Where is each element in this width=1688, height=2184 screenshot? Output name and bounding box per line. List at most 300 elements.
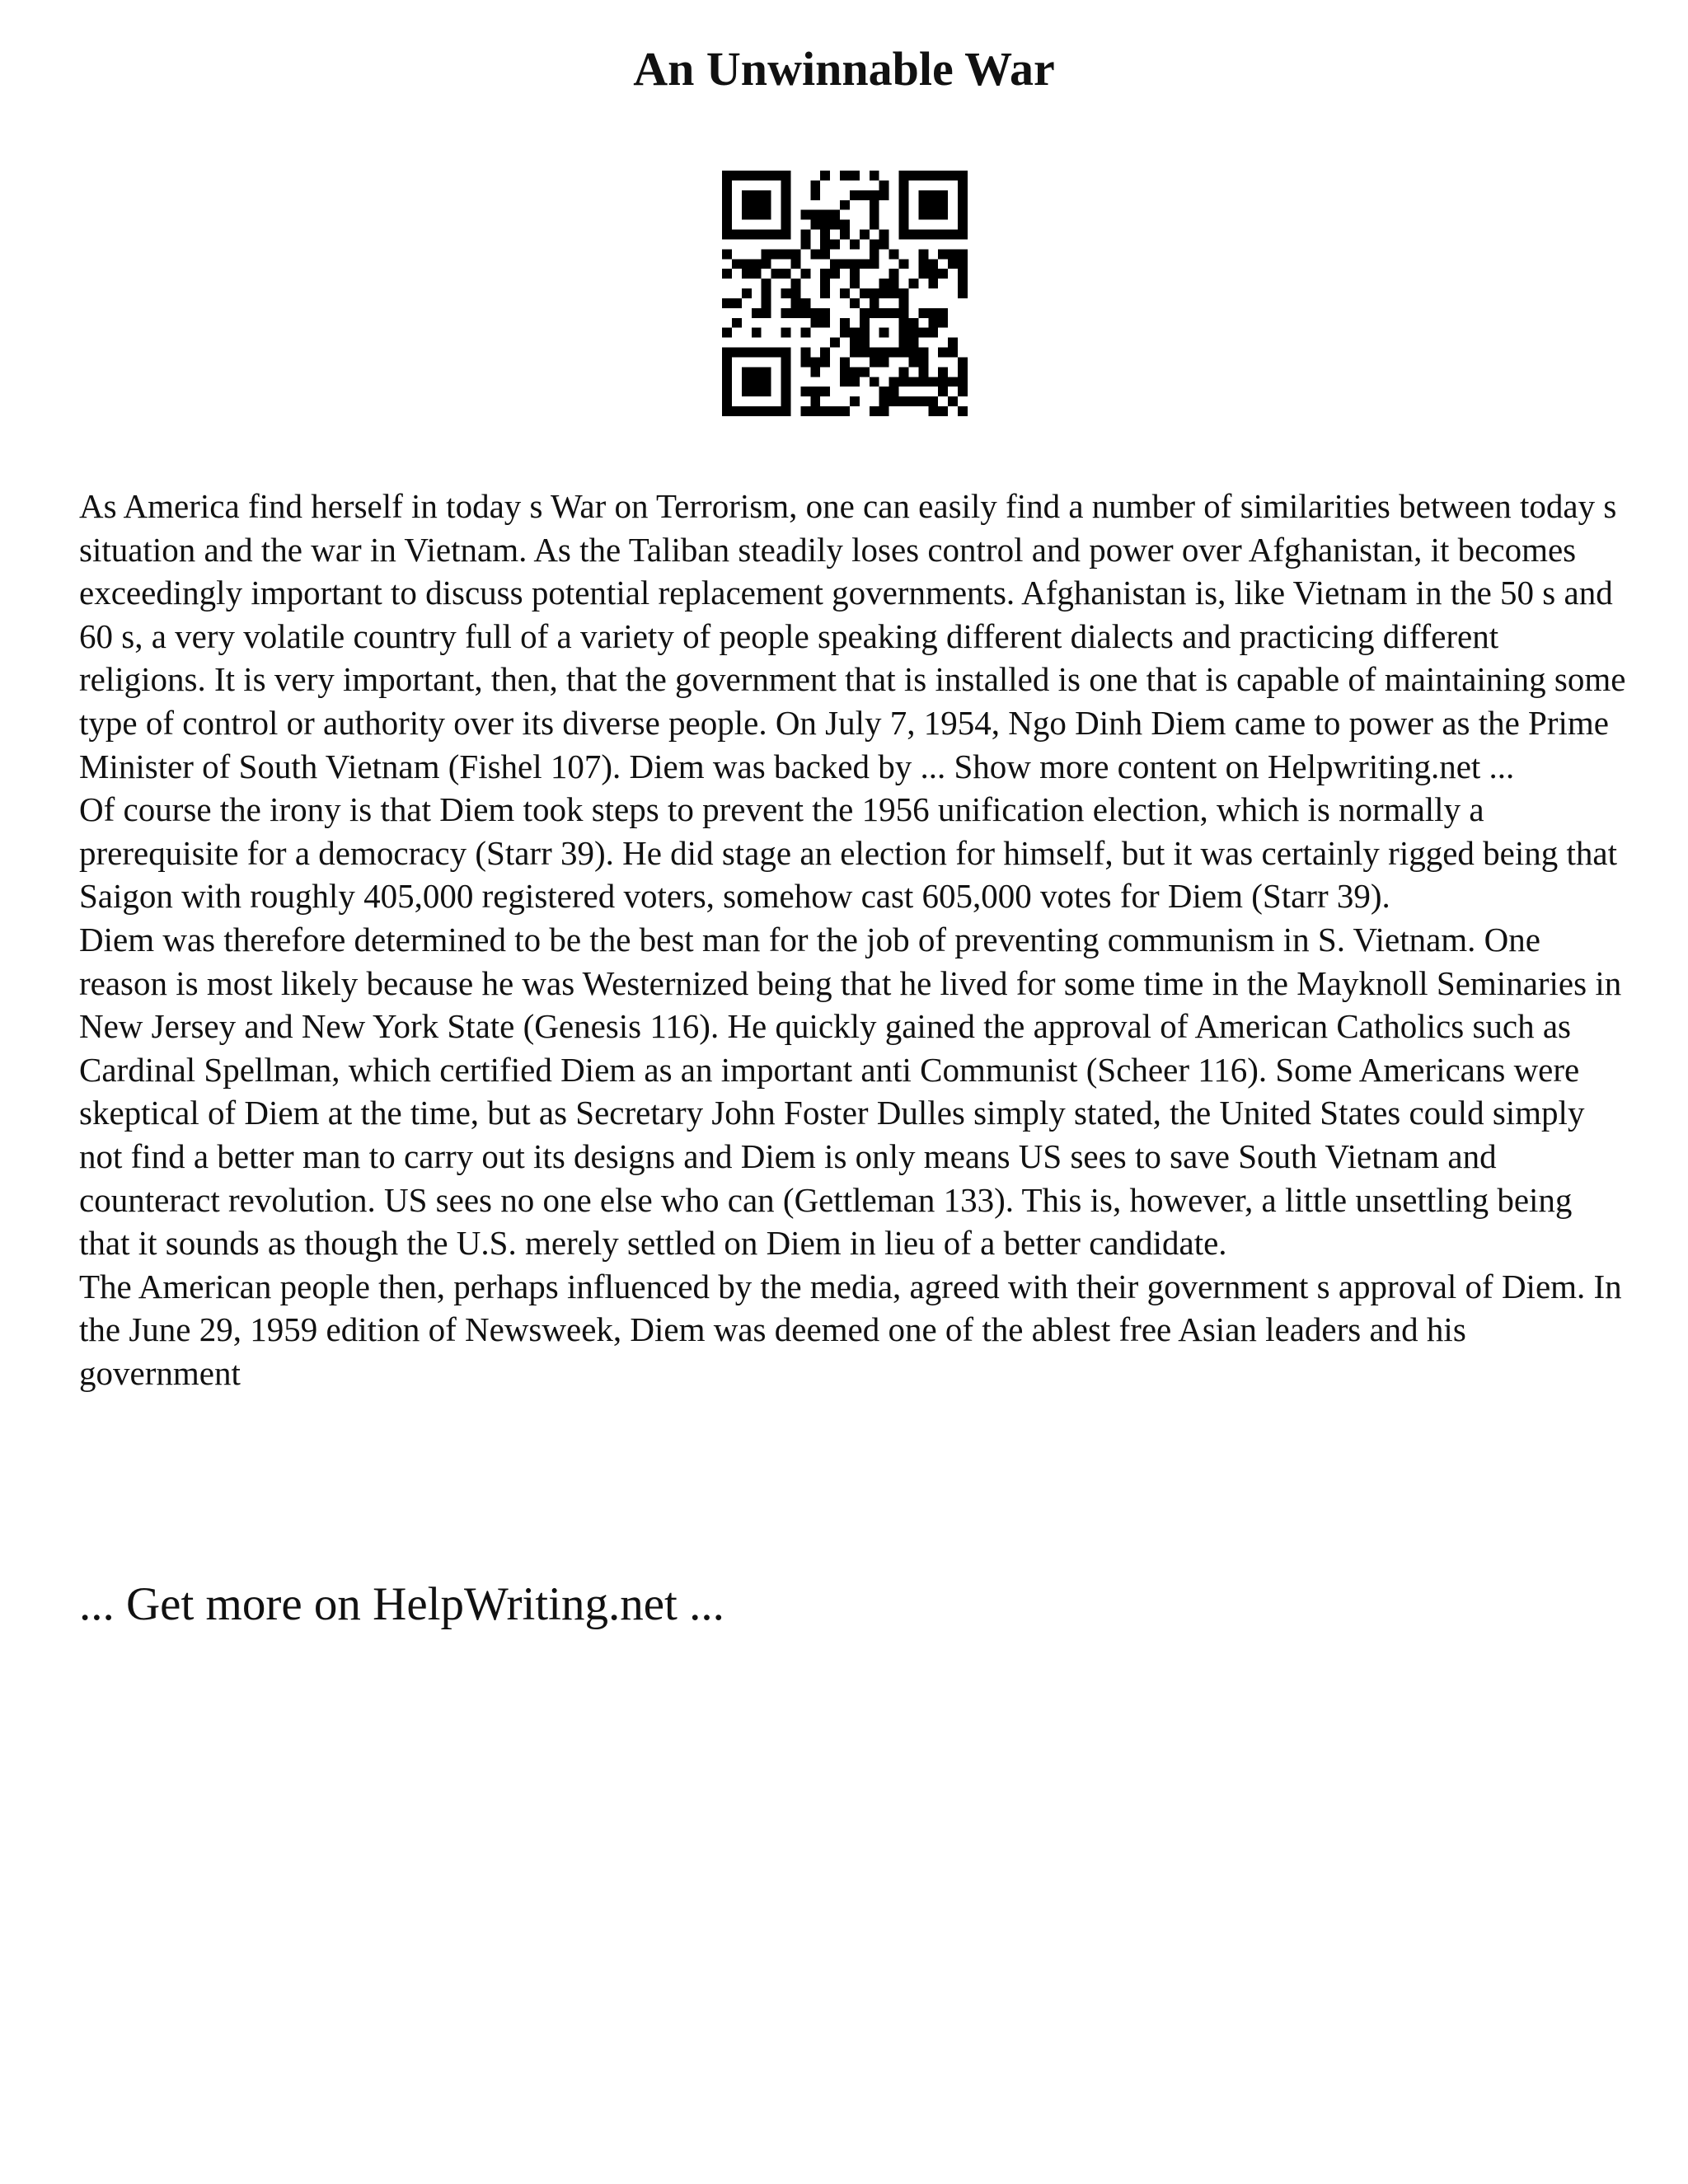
qr-module bbox=[908, 348, 918, 358]
qr-module bbox=[860, 259, 870, 269]
qr-module bbox=[899, 396, 909, 406]
qr-module bbox=[958, 249, 968, 259]
qr-module bbox=[958, 367, 968, 377]
qr-module bbox=[722, 190, 732, 200]
qr-module bbox=[800, 298, 810, 308]
qr-module bbox=[928, 406, 938, 416]
qr-module bbox=[860, 348, 870, 358]
qr-module bbox=[820, 210, 830, 220]
qr-module bbox=[889, 288, 899, 298]
qr-module bbox=[889, 249, 899, 259]
qr-module bbox=[840, 288, 850, 298]
paragraph: As America find herself in today s War on Terrorism, one can easily find a number of similarities between today s situation and the war in Vietnam. As the Taliban steadily loses control and power over Afghanistan, it becomes exceedingly important to discuss potential replacement governments. Afghanistan is, like Vietnam in the 50 s and 60 s, a very volatile country full of a variety of people speaking different dialects and practicing different religions. It is very important, then, that the government that is installed is one that is capable of maintaining some type of control or authority over its diverse people. On July 7, 1954, Ngo Dinh Diem came to power as the Prime Minister of South Vietnam (Fishel 107). Diem was backed by ... Show more content on Helpwriting.net ... bbox=[79, 487, 1626, 785]
qr-module bbox=[732, 259, 742, 269]
qr-module bbox=[850, 171, 860, 180]
qr-module bbox=[762, 308, 771, 318]
qr-module bbox=[810, 406, 820, 416]
qr-module bbox=[850, 338, 860, 348]
qr-module bbox=[850, 259, 860, 269]
qr-module bbox=[958, 279, 968, 288]
qr-module bbox=[958, 357, 968, 367]
qr-module bbox=[918, 171, 928, 180]
qr-module bbox=[928, 259, 938, 269]
qr-module bbox=[899, 338, 909, 348]
qr-module bbox=[870, 348, 879, 358]
qr-module bbox=[800, 357, 810, 367]
qr-module bbox=[850, 269, 860, 279]
qr-module bbox=[781, 367, 791, 377]
qr-module bbox=[958, 259, 968, 269]
qr-module bbox=[928, 230, 938, 240]
qr-module bbox=[870, 239, 879, 249]
qr-module bbox=[742, 230, 752, 240]
qr-module bbox=[742, 377, 752, 387]
qr-module bbox=[722, 406, 732, 416]
qr-module bbox=[958, 288, 968, 298]
qr-module bbox=[870, 288, 879, 298]
qr-module bbox=[732, 298, 742, 308]
qr-module bbox=[899, 298, 909, 308]
qr-module bbox=[840, 318, 850, 328]
qr-module bbox=[752, 387, 762, 396]
qr-module bbox=[722, 377, 732, 387]
qr-module bbox=[781, 200, 791, 210]
qr-module bbox=[918, 377, 928, 387]
qr-module bbox=[928, 200, 938, 210]
qr-module bbox=[860, 338, 870, 348]
qr-module bbox=[732, 348, 742, 358]
qr-module bbox=[732, 171, 742, 180]
qr-module bbox=[781, 406, 791, 416]
qr-module bbox=[762, 259, 771, 269]
qr-module bbox=[781, 190, 791, 200]
qr-module bbox=[879, 230, 889, 240]
qr-module bbox=[908, 377, 918, 387]
qr-module bbox=[742, 210, 752, 220]
qr-module bbox=[938, 249, 948, 259]
qr-module bbox=[742, 367, 752, 377]
qr-module bbox=[752, 171, 762, 180]
qr-module bbox=[790, 298, 800, 308]
qr-module bbox=[830, 220, 840, 230]
qr-module bbox=[781, 387, 791, 396]
qr-module bbox=[860, 367, 870, 377]
qr-module bbox=[781, 220, 791, 230]
qr-module bbox=[752, 190, 762, 200]
qr-module bbox=[889, 377, 899, 387]
qr-module bbox=[790, 288, 800, 298]
qr-module bbox=[800, 210, 810, 220]
qr-module bbox=[820, 171, 830, 180]
qr-module bbox=[938, 308, 948, 318]
qr-module bbox=[870, 308, 879, 318]
qr-module bbox=[781, 328, 791, 338]
qr-module bbox=[830, 269, 840, 279]
qr-module bbox=[762, 230, 771, 240]
qr-module bbox=[790, 249, 800, 259]
qr-module bbox=[889, 269, 899, 279]
qr-module bbox=[810, 220, 820, 230]
qr-module bbox=[810, 249, 820, 259]
qr-module bbox=[918, 210, 928, 220]
get-more-link[interactable]: ... Get more on HelpWriting.net ... bbox=[79, 1578, 724, 1630]
qr-module bbox=[918, 230, 928, 240]
qr-module bbox=[889, 348, 899, 358]
qr-module bbox=[918, 200, 928, 210]
qr-module bbox=[860, 190, 870, 200]
qr-module bbox=[879, 406, 889, 416]
qr-module bbox=[860, 230, 870, 240]
qr-module bbox=[918, 328, 928, 338]
qr-module bbox=[918, 190, 928, 200]
qr-module bbox=[820, 220, 830, 230]
qr-module bbox=[820, 279, 830, 288]
qr-module bbox=[752, 230, 762, 240]
qr-module bbox=[908, 328, 918, 338]
qr-module bbox=[879, 328, 889, 338]
qr-module bbox=[722, 269, 732, 279]
qr-module bbox=[722, 171, 732, 180]
qr-module bbox=[722, 367, 732, 377]
qr-module bbox=[800, 406, 810, 416]
qr-module bbox=[958, 387, 968, 396]
qr-module bbox=[781, 230, 791, 240]
qr-module bbox=[928, 171, 938, 180]
qr-module bbox=[899, 259, 909, 269]
qr-module bbox=[870, 190, 879, 200]
qr-module bbox=[899, 190, 909, 200]
qr-module bbox=[781, 377, 791, 387]
paragraph: Diem was therefore determined to be the best man for the job of preventing communism in S. Vietnam. One reason is most likely because he was Westernized being that he lived for some time in the Mayknoll Seminaries in New Jersey and New York State (Genesis 116). He quickly gained the approval of American Catholics such as Cardinal Spellman, which certified Diem as an important anti Communist (Scheer 116). Some Americans were skeptical of Diem at the time, but as Secretary John Foster Dulles simply stated, the United States could simply not find a better man to carry out its designs and Diem is only means US sees to save South Vietnam and counteract revolution. US sees no one else who can (Gettleman 133). This is, however, a little unsettling being that it sounds as though the U.S. merely settled on Diem in lieu of a better candidate. bbox=[79, 920, 1622, 1263]
qr-module bbox=[928, 318, 938, 328]
qr-module bbox=[742, 171, 752, 180]
qr-module bbox=[899, 220, 909, 230]
qr-module bbox=[948, 259, 958, 269]
qr-module bbox=[781, 249, 791, 259]
qr-module bbox=[752, 269, 762, 279]
qr-module bbox=[722, 348, 732, 358]
qr-module bbox=[879, 387, 889, 396]
qr-module bbox=[879, 239, 889, 249]
qr-code-icon bbox=[722, 171, 968, 416]
qr-module bbox=[742, 406, 752, 416]
qr-module bbox=[722, 396, 732, 406]
qr-module bbox=[889, 387, 899, 396]
qr-module bbox=[948, 377, 958, 387]
qr-module bbox=[810, 180, 820, 190]
qr-module bbox=[810, 210, 820, 220]
qr-module bbox=[781, 348, 791, 358]
qr-module bbox=[918, 357, 928, 367]
qr-module bbox=[742, 387, 752, 396]
qr-module bbox=[899, 367, 909, 377]
qr-module bbox=[899, 318, 909, 328]
qr-module bbox=[762, 279, 771, 288]
qr-module bbox=[850, 328, 860, 338]
qr-module bbox=[908, 396, 918, 406]
qr-module bbox=[800, 230, 810, 240]
qr-module bbox=[850, 298, 860, 308]
qr-module bbox=[781, 288, 791, 298]
qr-module bbox=[820, 406, 830, 416]
qr-module bbox=[870, 220, 879, 230]
qr-module bbox=[948, 171, 958, 180]
qr-module bbox=[722, 210, 732, 220]
qr-module bbox=[899, 328, 909, 338]
qr-module bbox=[879, 190, 889, 200]
qr-module bbox=[752, 406, 762, 416]
qr-module bbox=[948, 249, 958, 259]
qr-module bbox=[790, 279, 800, 288]
qr-module bbox=[742, 269, 752, 279]
qr-module bbox=[830, 406, 840, 416]
qr-module bbox=[928, 210, 938, 220]
page-title: An Unwinnable War bbox=[633, 42, 1055, 96]
article-body bbox=[79, 485, 1629, 1394]
qr-module bbox=[742, 200, 752, 210]
qr-module bbox=[840, 357, 850, 367]
qr-module bbox=[938, 387, 948, 396]
qr-module bbox=[771, 348, 781, 358]
qr-module bbox=[840, 367, 850, 377]
qr-module bbox=[810, 308, 820, 318]
qr-module bbox=[860, 288, 870, 298]
qr-module bbox=[722, 180, 732, 190]
qr-module bbox=[762, 249, 771, 259]
qr-module bbox=[918, 396, 928, 406]
qr-module bbox=[762, 406, 771, 416]
qr-module bbox=[800, 387, 810, 396]
qr-module bbox=[879, 180, 889, 190]
qr-module bbox=[918, 269, 928, 279]
qr-module bbox=[918, 348, 928, 358]
qr-module bbox=[850, 367, 860, 377]
qr-module bbox=[732, 406, 742, 416]
qr-module bbox=[850, 396, 860, 406]
qr-module bbox=[899, 348, 909, 358]
qr-module bbox=[722, 249, 732, 259]
qr-module bbox=[762, 200, 771, 210]
qr-module bbox=[781, 396, 791, 406]
qr-module bbox=[870, 298, 879, 308]
qr-module bbox=[938, 406, 948, 416]
qr-module bbox=[830, 239, 840, 249]
qr-module bbox=[771, 249, 781, 259]
qr-module bbox=[879, 357, 889, 367]
qr-module bbox=[742, 190, 752, 200]
qr-module bbox=[820, 249, 830, 259]
qr-module bbox=[938, 269, 948, 279]
qr-module bbox=[722, 387, 732, 396]
qr-module bbox=[820, 288, 830, 298]
qr-module bbox=[899, 308, 909, 318]
qr-module bbox=[790, 308, 800, 318]
qr-module bbox=[870, 377, 879, 387]
qr-module bbox=[752, 259, 762, 269]
qr-module bbox=[800, 348, 810, 358]
qr-module bbox=[752, 348, 762, 358]
qr-module bbox=[762, 171, 771, 180]
qr-module bbox=[958, 230, 968, 240]
qr-module bbox=[830, 338, 840, 348]
qr-module bbox=[908, 357, 918, 367]
qr-module bbox=[958, 210, 968, 220]
qr-module bbox=[722, 328, 732, 338]
qr-module bbox=[820, 387, 830, 396]
qr-module bbox=[752, 367, 762, 377]
qr-module bbox=[742, 348, 752, 358]
qr-module bbox=[918, 259, 928, 269]
qr-module bbox=[899, 200, 909, 210]
qr-module bbox=[938, 230, 948, 240]
qr-module bbox=[810, 387, 820, 396]
qr-module bbox=[938, 377, 948, 387]
qr-module bbox=[928, 396, 938, 406]
qr-module bbox=[722, 357, 732, 367]
qr-module bbox=[771, 230, 781, 240]
qr-module bbox=[790, 259, 800, 269]
qr-module bbox=[958, 200, 968, 210]
qr-module bbox=[762, 210, 771, 220]
qr-module bbox=[938, 367, 948, 377]
qr-module bbox=[781, 357, 791, 367]
qr-module bbox=[870, 357, 879, 367]
qr-module bbox=[810, 318, 820, 328]
qr-module bbox=[840, 328, 850, 338]
qr-module bbox=[928, 269, 938, 279]
qr-module bbox=[820, 348, 830, 358]
qr-module bbox=[899, 377, 909, 387]
qr-module bbox=[752, 200, 762, 210]
qr-module bbox=[850, 279, 860, 288]
qr-module bbox=[908, 338, 918, 348]
qr-module bbox=[948, 396, 958, 406]
qr-module bbox=[840, 171, 850, 180]
qr-module bbox=[889, 308, 899, 318]
qr-module bbox=[800, 239, 810, 249]
qr-module bbox=[899, 180, 909, 190]
qr-module bbox=[722, 230, 732, 240]
qr-module bbox=[820, 308, 830, 318]
qr-module bbox=[820, 357, 830, 367]
qr-module bbox=[771, 406, 781, 416]
qr-module bbox=[722, 298, 732, 308]
qr-module bbox=[870, 200, 879, 210]
qr-module bbox=[918, 367, 928, 377]
qr-module bbox=[781, 269, 791, 279]
qr-module bbox=[840, 220, 850, 230]
qr-module bbox=[958, 220, 968, 230]
qr-module bbox=[879, 288, 889, 298]
qr-module bbox=[781, 308, 791, 318]
qr-module bbox=[762, 298, 771, 308]
qr-module bbox=[752, 210, 762, 220]
qr-module bbox=[948, 338, 958, 348]
qr-module bbox=[762, 348, 771, 358]
qr-module bbox=[781, 171, 791, 180]
qr-module bbox=[771, 171, 781, 180]
qr-module bbox=[800, 308, 810, 318]
qr-module bbox=[732, 318, 742, 328]
qr-module bbox=[800, 328, 810, 338]
qr-module bbox=[840, 377, 850, 387]
qr-module bbox=[762, 377, 771, 387]
qr-module bbox=[938, 210, 948, 220]
qr-module bbox=[908, 171, 918, 180]
qr-module bbox=[908, 318, 918, 328]
qr-module bbox=[810, 190, 820, 200]
qr-module bbox=[889, 396, 899, 406]
qr-module bbox=[928, 308, 938, 318]
qr-module bbox=[742, 288, 752, 298]
qr-module bbox=[948, 230, 958, 240]
qr-module bbox=[958, 180, 968, 190]
qr-module bbox=[860, 308, 870, 318]
qr-module bbox=[840, 259, 850, 269]
qr-module bbox=[918, 308, 928, 318]
qr-module bbox=[889, 279, 899, 288]
qr-module bbox=[762, 387, 771, 396]
qr-module bbox=[938, 200, 948, 210]
qr-module bbox=[810, 357, 820, 367]
qr-module bbox=[870, 259, 879, 269]
qr-module bbox=[938, 190, 948, 200]
qr-module bbox=[840, 406, 850, 416]
qr-module bbox=[938, 318, 948, 328]
qr-module bbox=[870, 171, 879, 180]
paragraph: The American people then, perhaps influenced by the media, agreed with their government s approval of Diem. In the June 29, 1959 edition of Newsweek, Diem was deemed one of the ablest free Asian leaders and his government bbox=[79, 1267, 1622, 1392]
qr-module bbox=[850, 377, 860, 387]
qr-module bbox=[879, 308, 889, 318]
qr-module bbox=[762, 367, 771, 377]
qr-module bbox=[958, 190, 968, 200]
qr-module bbox=[752, 328, 762, 338]
qr-module bbox=[722, 200, 732, 210]
qr-module bbox=[810, 396, 820, 406]
qr-module bbox=[830, 259, 840, 269]
qr-module bbox=[820, 318, 830, 328]
qr-module bbox=[928, 377, 938, 387]
qr-module bbox=[860, 318, 870, 328]
paragraph: Of course the irony is that Diem took steps to prevent the 1956 unification election, which is normally a prerequisite for a democracy (Starr 39). He did stage an election for himself, but it was certainly rigged being that Saigon with roughly 405,000 registered voters, somehow cast 605,000 votes for Diem (Starr 39). bbox=[79, 790, 1617, 916]
qr-module bbox=[928, 190, 938, 200]
qr-module bbox=[928, 328, 938, 338]
qr-module bbox=[958, 377, 968, 387]
qr-module bbox=[870, 249, 879, 259]
qr-module bbox=[860, 328, 870, 338]
qr-module bbox=[820, 269, 830, 279]
qr-module bbox=[830, 210, 840, 220]
qr-module bbox=[879, 396, 889, 406]
qr-module bbox=[870, 210, 879, 220]
qr-module bbox=[938, 171, 948, 180]
qr-module bbox=[752, 308, 762, 318]
qr-module bbox=[800, 269, 810, 279]
qr-module bbox=[850, 239, 860, 249]
qr-module bbox=[820, 239, 830, 249]
qr-module bbox=[742, 259, 752, 269]
qr-module bbox=[840, 200, 850, 210]
qr-module bbox=[850, 348, 860, 358]
qr-module bbox=[771, 269, 781, 279]
qr-module bbox=[732, 230, 742, 240]
qr-module bbox=[781, 180, 791, 190]
qr-module bbox=[762, 190, 771, 200]
qr-module bbox=[938, 348, 948, 358]
qr-module bbox=[958, 171, 968, 180]
qr-module bbox=[908, 279, 918, 288]
qr-module bbox=[879, 348, 889, 358]
